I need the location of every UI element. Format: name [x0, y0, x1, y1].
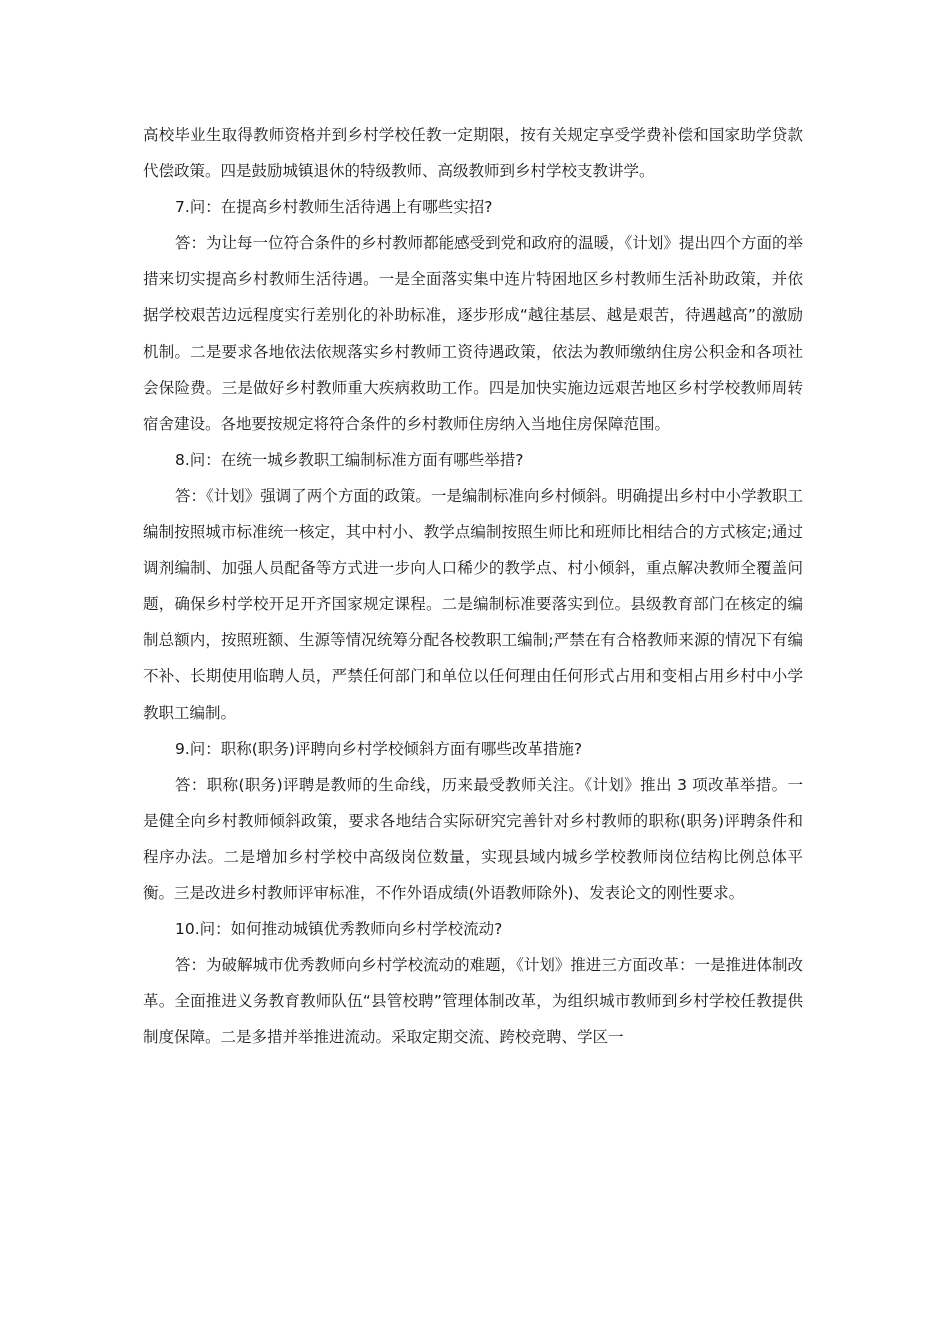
document-body: [143, 117, 803, 1055]
answer-8: 答：《计划》强调了两个方面的政策。一是编制标准向乡村倾斜。明确提出乡村中小学教职工编制按照城市标准统一核定，其中村小、教学点编制按照生师比和班师比相结合的方式核定;通过调剂编制、加强人员配备等方式进一步向人口稀少的教学点、村小倾斜，重点解决教师全覆盖问题，确保乡村学校开足开齐国家规定课程。二是编制标准要落实到位。县级教育部门在核定的编制总额内，按照班额、生源等情况统筹分配各校教职工编制;严禁在有合格教师来源的情况下有编不补、长期使用临聘人员，严禁任何部门和单位以任何理由任何形式占用和变相占用乡村中小学教职工编制。: [143, 486, 803, 722]
question-7: 7.问：在提高乡村教师生活待遇上有哪些实招?: [175, 198, 493, 217]
answer-7: 答：为让每一位符合条件的乡村教师都能感受到党和政府的温暖，《计划》提出四个方面的举措来切实提高乡村教师生活待遇。一是全面落实集中连片特困地区乡村教师生活补助政策，并依据学校艰苦边远程度实行差别化的补助标准，逐步形成“越往基层、越是艰苦，待遇越高”的激励机制。二是要求各地依法依规落实乡村教师工资待遇政策，依法为教师缴纳住房公积金和各项社会保险费。三是做好乡村教师重大疾病救助工作。四是加快实施边远艰苦地区乡村学校教师周转宿舍建设。各地要按规定将符合条件的乡村教师住房纳入当地住房保障范围。: [143, 234, 803, 433]
answer-10: 答：为破解城市优秀教师向乡村学校流动的难题，《计划》推进三方面改革：一是推进体制改革。全面推进义务教育教师队伍“县管校聘”管理体制改革，为组织城市教师到乡村学校任教提供制度保障。二是多措并举推进流动。采取定期交流、跨校竞聘、学区一: [143, 956, 803, 1047]
question-9: 9.问：职称(职务)评聘向乡村学校倾斜方面有哪些改革措施?: [175, 739, 583, 758]
question-10: 10.问：如何推动城镇优秀教师向乡村学校流动?: [175, 920, 503, 939]
paragraph-continuation: 高校毕业生取得教师资格并到乡村学校任教一定期限，按有关规定享受学费补偿和国家助学贷款代偿政策。四是鼓励城镇退休的特级教师、高级教师到乡村学校支教讲学。: [143, 126, 803, 181]
answer-9: 答：职称(职务)评聘是教师的生命线，历来最受教师关注。《计划》推出 3 项改革举措。一是健全向乡村教师倾斜政策，要求各地结合实际研究完善针对乡村教师的职称(职务)评聘条件和程序办法。二是增加乡村学校中高级岗位数量，实现县域内城乡学校教师岗位结构比例总体平衡。三是改进乡村教师评审标准，不作外语成绩(外语教师除外)、发表论文的刚性要求。: [143, 775, 803, 902]
question-8: 8.问：在统一城乡教职工编制标准方面有哪些举措?: [175, 450, 524, 469]
